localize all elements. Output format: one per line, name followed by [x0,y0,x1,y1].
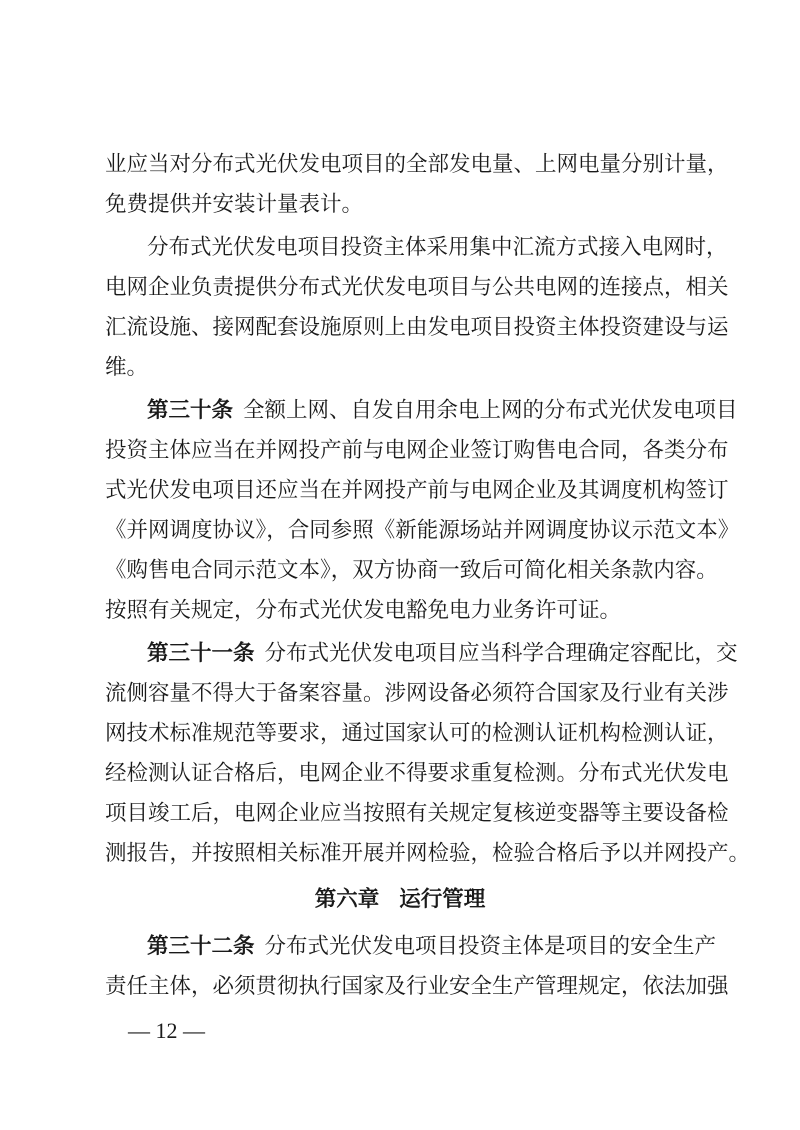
article-30-heading: 第三十条 [147,398,234,423]
paragraph-line: 维。 [105,355,149,380]
paragraph-line: 《并网调度协议》，合同参照《新能源场站并网调度协议示范文本》 [105,518,740,543]
paragraph-text: 全额上网、自发自用余电上网的分布式光伏发电项目 [243,398,738,423]
paragraph-line: 免费提供并安装计量表计。 [105,192,364,217]
paragraph-line: 项目竣工后，电网企业应当按照有关规定复核逆变器等主要设备检 [105,801,729,826]
paragraph-line: 按照有关规定，分布式光伏发电豁免电力业务许可证。 [105,598,622,623]
paragraph-line: 《购售电合同示范文本》，双方协商一致后可简化相关条款内容。 [105,558,718,583]
paragraph-line: 汇流设施、接网配套设施原则上由发电项目投资主体投资建设与运 [105,315,729,340]
article-31-first-line [147,639,738,669]
paragraph-line: 式光伏发电项目还应当在并网投产前与电网企业及其调度机构签订 [105,478,729,503]
paragraph-line: 流侧容量不得大于备案容量。涉网设备必须符合国家及行业有关涉 [105,681,729,706]
chapter-number: 第六章 [314,887,380,912]
page-number: — 12 — [128,1018,205,1043]
paragraph-line: 投资主体应当在并网投产前与电网企业签订购售电合同，各类分布 [105,438,729,463]
paragraph-text: 分布式光伏发电项目投资主体是项目的安全生产 [264,934,717,959]
article-30-first-line [147,396,738,426]
article-31-heading: 第三十一条 [147,641,255,666]
paragraph-line: 经检测认证合格后，电网企业不得要求重复检测。分布式光伏发电 [105,761,729,786]
paragraph-line: 测报告，并按照相关标准开展并网检验，检验合格后予以并网投产。 [105,841,751,866]
paragraph-line: 责任主体，必须贯彻执行国家及行业安全生产管理规定，依法加强 [105,974,729,999]
paragraph-line: 电网企业负责提供分布式光伏发电项目与公共电网的连接点，相关 [105,275,729,300]
chapter-title: 运行管理 [399,887,486,912]
article-32-first-line [147,932,717,962]
chapter-heading [0,885,800,915]
article-32-heading: 第三十二条 [147,934,255,959]
paragraph-text: 分布式光伏发电项目应当科学合理确定容配比，交 [264,641,738,666]
paragraph-line: 网技术标准规范等要求，通过国家认可的检测认证机构检测认证， [105,721,729,746]
paragraph-line: 业应当对分布式光伏发电项目的全部发电量、上网电量分别计量， [105,152,729,177]
paragraph-line: 分布式光伏发电项目投资主体采用集中汇流方式接入电网时， [147,235,728,260]
